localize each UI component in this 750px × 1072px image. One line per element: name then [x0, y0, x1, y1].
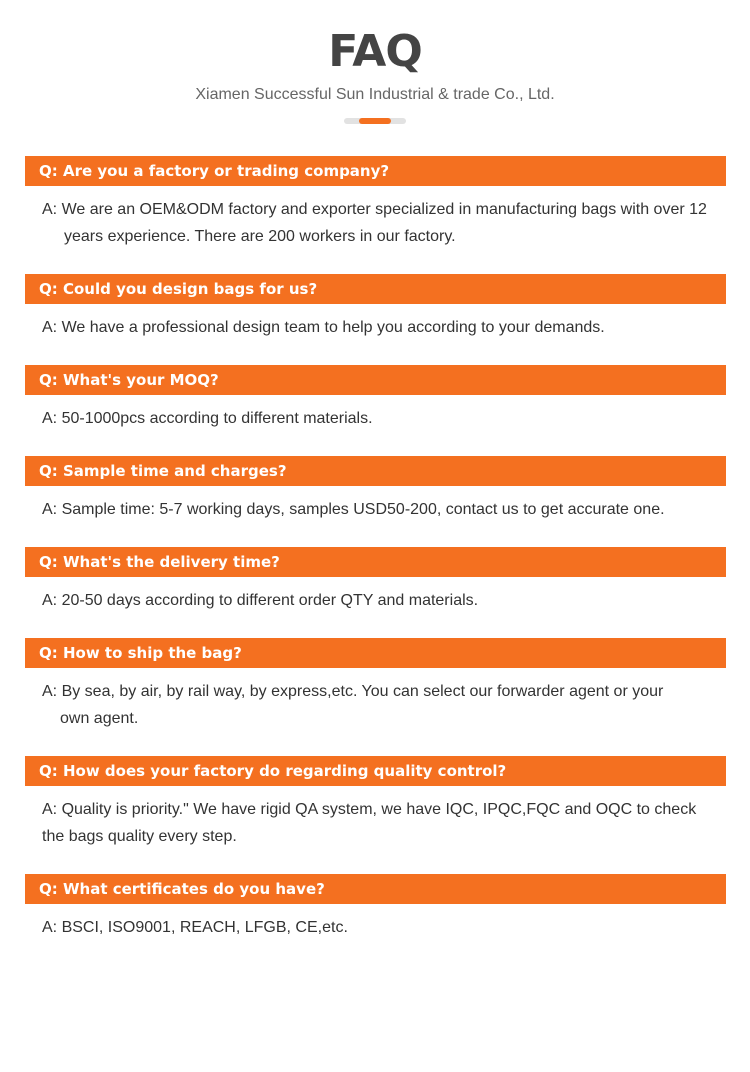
faq-question: Q: Are you a factory or trading company?	[25, 156, 726, 186]
faq-answer-line: the bags quality every step.	[42, 828, 237, 845]
faq-answer-line: years experience. There are 200 workers in our factory.	[64, 228, 456, 245]
faq-question: Q: What's the delivery time?	[25, 547, 726, 577]
faq-question: Q: How to ship the bag?	[25, 638, 726, 668]
faq-answer-line: A: BSCI, ISO9001, REACH, LFGB, CE,etc.	[42, 919, 348, 936]
faq-answer	[42, 496, 722, 523]
faq-answer-line: A: 50-1000pcs according to different materials.	[42, 410, 373, 427]
faq-answer	[42, 196, 722, 250]
faq-answer-line: A: By sea, by air, by rail way, by express,etc. You can select our forwarder agent or your	[42, 683, 664, 700]
faq-question: Q: Sample time and charges?	[25, 456, 726, 486]
faq-question: Q: What's your MOQ?	[25, 365, 726, 395]
faq-answer-line: A: Sample time: 5-7 working days, samples USD50-200, contact us to get accurate one.	[42, 501, 665, 518]
faq-answer-line: A: Quality is priority." We have rigid QA system, we have IQC, IPQC,FQC and OQC to check	[42, 801, 697, 818]
faq-answer-line: A: 20-50 days according to different order QTY and materials.	[42, 592, 479, 609]
faq-answer	[42, 796, 722, 850]
faq-answer-line: A: We have a professional design team to help you according to your demands.	[42, 319, 605, 336]
faq-answer	[42, 678, 722, 732]
faq-answer	[42, 314, 722, 341]
title-divider-accent	[359, 118, 391, 124]
faq-answer	[42, 405, 722, 432]
faq-question: Q: How does your factory do regarding quality control?	[25, 756, 726, 786]
faq-answer-line: own agent.	[60, 710, 139, 727]
faq-answer-line: A: We are an OEM&ODM factory and exporter specialized in manufacturing bags with over 12	[42, 201, 707, 218]
faq-answer	[42, 914, 722, 941]
company-subtitle: Xiamen Successful Sun Industrial & trade Co., Ltd.	[195, 86, 555, 103]
faq-question: Q: Could you design bags for us?	[25, 274, 726, 304]
title-divider	[344, 118, 406, 124]
faq-question: Q: What certificates do you have?	[25, 874, 726, 904]
page-title: FAQ	[328, 26, 422, 77]
faq-answer	[42, 587, 722, 614]
